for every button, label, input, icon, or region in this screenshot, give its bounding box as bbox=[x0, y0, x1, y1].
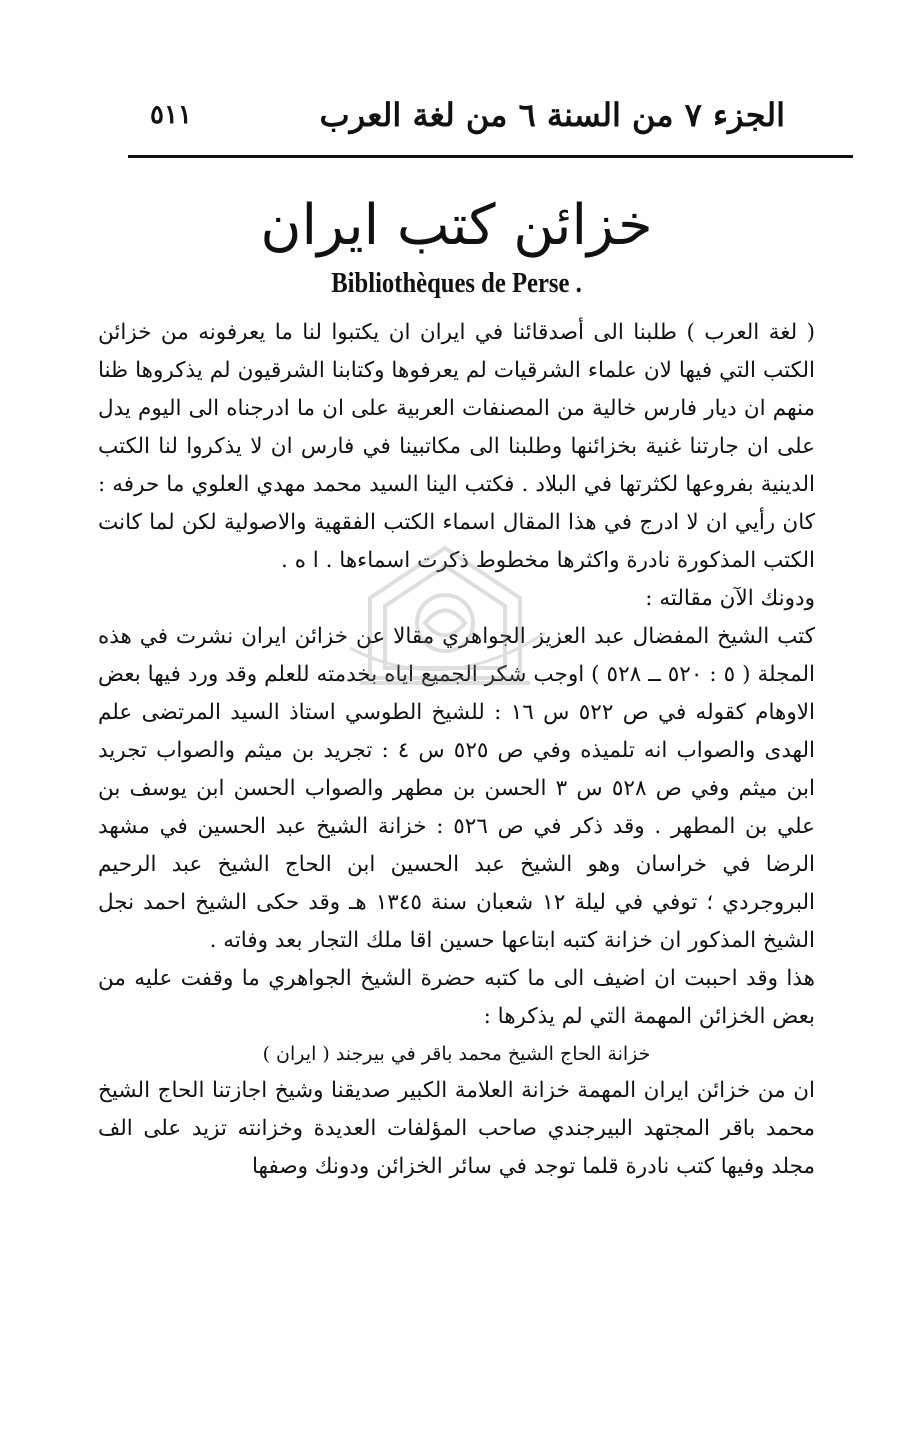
intro-lead-line: ودونك الآن مقالته : bbox=[645, 586, 815, 611]
article-subtitle: Bibliothèques de Perse . bbox=[331, 268, 582, 299]
header-rule bbox=[128, 155, 853, 158]
body-paragraph: هذا وقد احببت ان اضيف الى ما كتبه حضرة الشيخ الجواهري ما وقفت عليه من بعض الخزائن المهمة التي لم يذكرها : bbox=[98, 966, 815, 1029]
page-number: ٥١١ bbox=[150, 100, 192, 130]
article-title: خزائن كتب ايران bbox=[260, 193, 653, 258]
page-header bbox=[150, 88, 785, 142]
running-head: الجزء ٧ من السنة ٦ من لغة العرب bbox=[319, 96, 785, 134]
intro-paragraph: ( لغة العرب ) طلبنا الى أصدقائنا في ايران ان يكتبوا لنا ما يعرفونه من خزائن الكتب التي فيها لان علماء الشرقيات لم يعرفوها وكتابنا الشرقيون لم يذكروها ظنا منهم ان ديار فارس خالية من المصنفات العربية على ان ما ادرجناه الى اليوم يدل على ان جارتنا غنية بخزائنها وطلبنا الى مكاتبينا في فارس ان لا يذكروا لنا الكتب الدينية بفروعها لكثرتها في البلاد . فكتب الينا السيد محمد مهدي العلوي ما حرفه : كان رأيي ان لا ادرج في هذا المقال اسماء الكتب الفقهية والاصولية لكن لما كانت الكتب المذكورة نادرة واكثرها مخطوط ذكرت اسماءها . ا ه . bbox=[98, 320, 815, 573]
body-paragraph: كتب الشيخ المفضال عبد العزيز الجواهري مقالا عن خزائن ايران نشرت في هذه المجلة ( ٥ : ٥٢٠ ــ ٥٢٨ ) اوجب شكر الجميع اياه بخدمته للعلم وقد ورد فيها بعض الاوهام كقوله في ص ٥٢٢ س ١٦ : للشيخ الطوسي استاذ السيد المرتضى علم الهدى والصواب انه تلميذه وفي ص ٥٢٥ س ٤ : تجريد بن ميثم والصواب تجريد ابن ميثم وفي ص ٥٢٨ س ٣ الحسن بن مطهر والصواب الحسن ابن يوسف بن علي بن المطهر . وقد ذكر في ص ٥٢٦ : خزانة الشيخ عبد الحسين في مشهد الرضا في خراسان وهو الشيخ عبد الحسين ابن الحاج الشيخ عبد الرحيم البروجردي ؛ توفي في ليلة ١٢ شعبان سنة ١٣٤٥ هـ وقد حكى الشيخ احمد نجل الشيخ المذكور ان خزانة كتبه ابتاعها حسين اقا ملك التجار بعد وفاته . bbox=[98, 624, 816, 953]
section-heading: خزانة الحاج الشيخ محمد باقر في بيرجند ( ايران ) bbox=[262, 1043, 651, 1065]
closing-paragraph: ان من خزائن ايران المهمة خزانة العلامة الكبير صديقنا وشيخ اجازتنا الحاج الشيخ محمد باقر المجتهد البيرجندي صاحب المؤلفات العديدة وخزانته تزيد على الف مجلد وفيها كتب نادرة قلما توجد في سائر الخزائن ودونك وصفها bbox=[98, 1078, 815, 1179]
article-body bbox=[98, 314, 815, 1186]
